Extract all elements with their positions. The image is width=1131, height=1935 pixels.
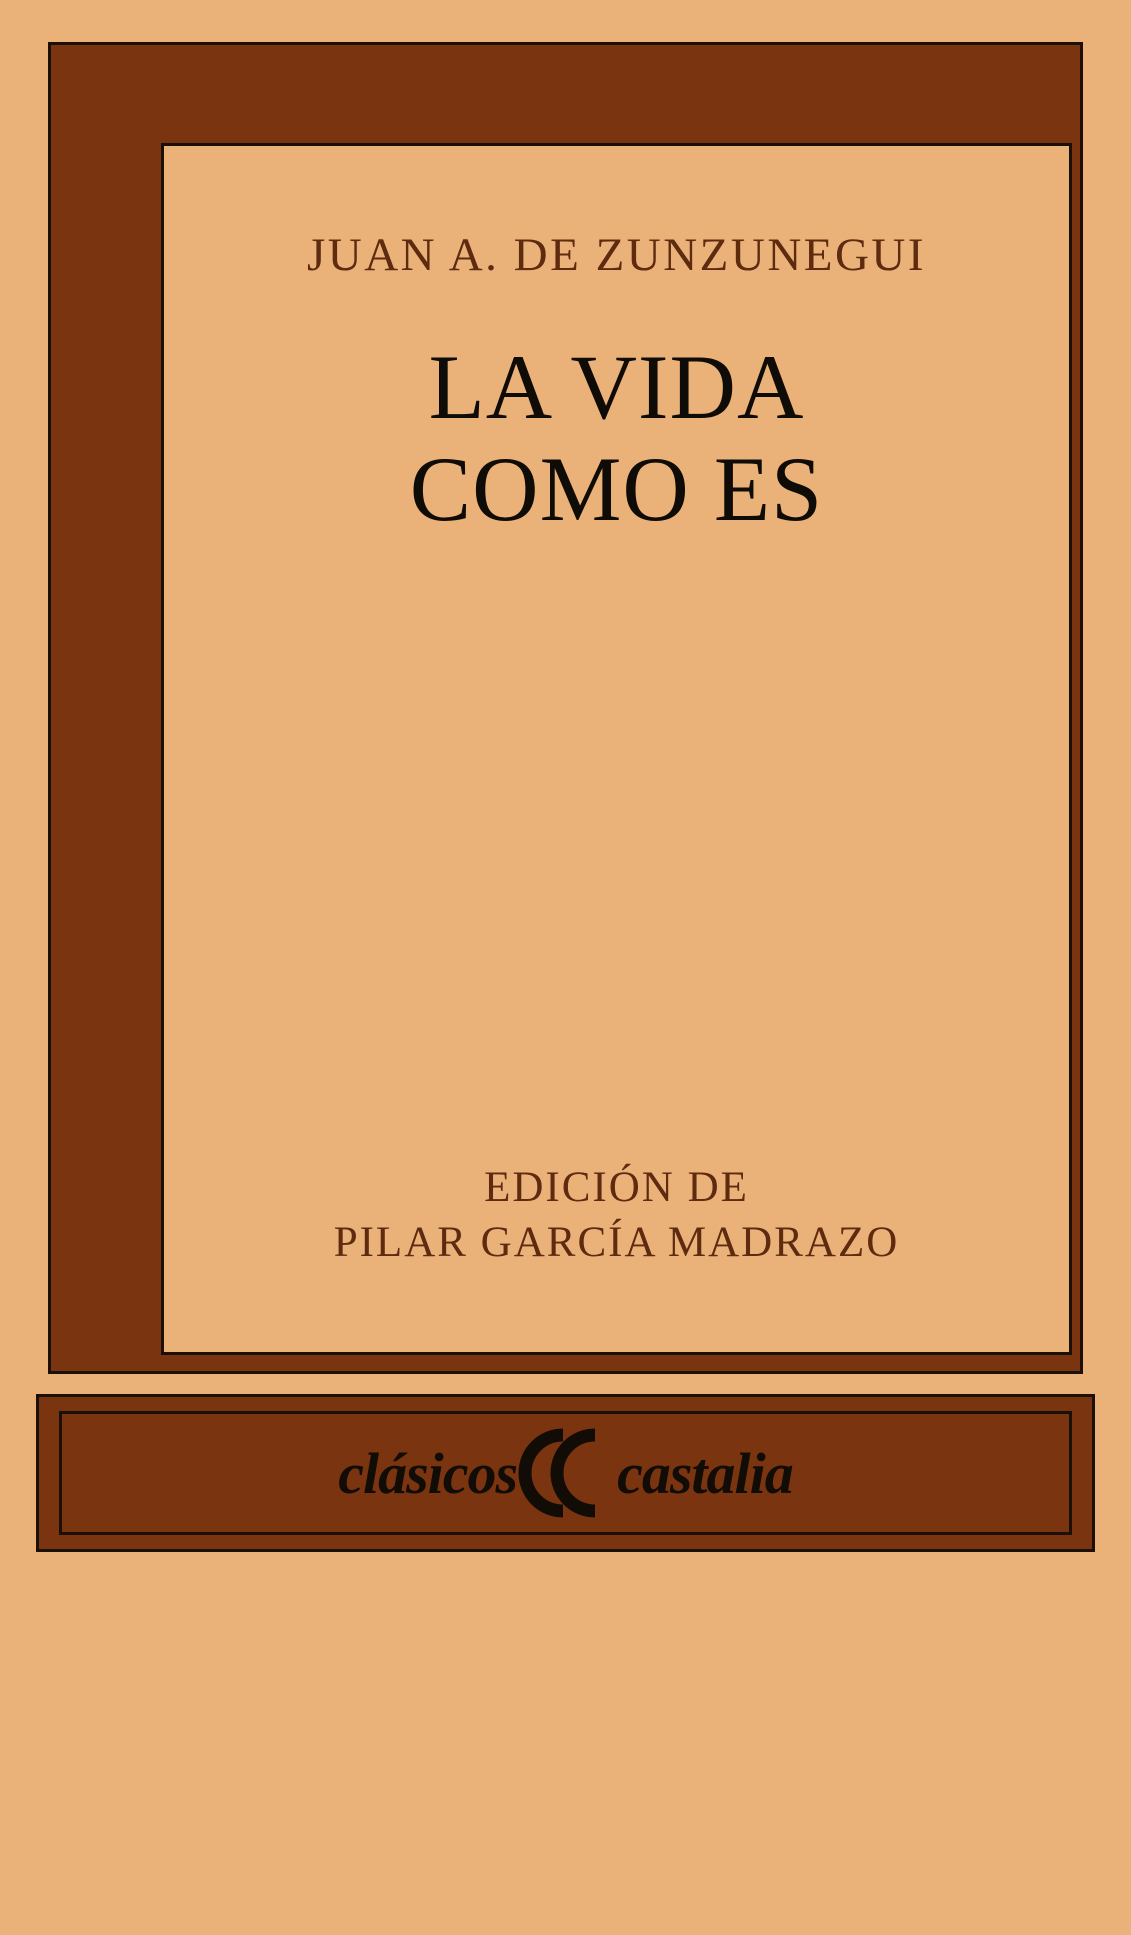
publisher-word-left: clásicos bbox=[338, 1440, 518, 1506]
title-line-2: COMO ES bbox=[409, 438, 824, 540]
editor-label: EDICIÓN DE bbox=[484, 1163, 749, 1211]
author-name: JUAN A. DE ZUNZUNEGUI bbox=[306, 229, 927, 281]
publisher-word-right: castalia bbox=[617, 1440, 793, 1506]
cover-outer-frame bbox=[48, 42, 1083, 1374]
editor-name: PILAR GARCÍA MADRAZO bbox=[333, 1218, 900, 1266]
book-title bbox=[164, 336, 1069, 545]
publisher-bar-inner-rule bbox=[59, 1411, 1072, 1535]
double-c-monogram-icon bbox=[509, 1421, 627, 1525]
title-line-1: LA VIDA bbox=[428, 336, 805, 438]
publisher-bar bbox=[36, 1394, 1095, 1552]
cover-inner-panel bbox=[161, 143, 1072, 1355]
editor-credit bbox=[164, 1160, 1069, 1270]
publisher-logo bbox=[62, 1425, 1069, 1521]
